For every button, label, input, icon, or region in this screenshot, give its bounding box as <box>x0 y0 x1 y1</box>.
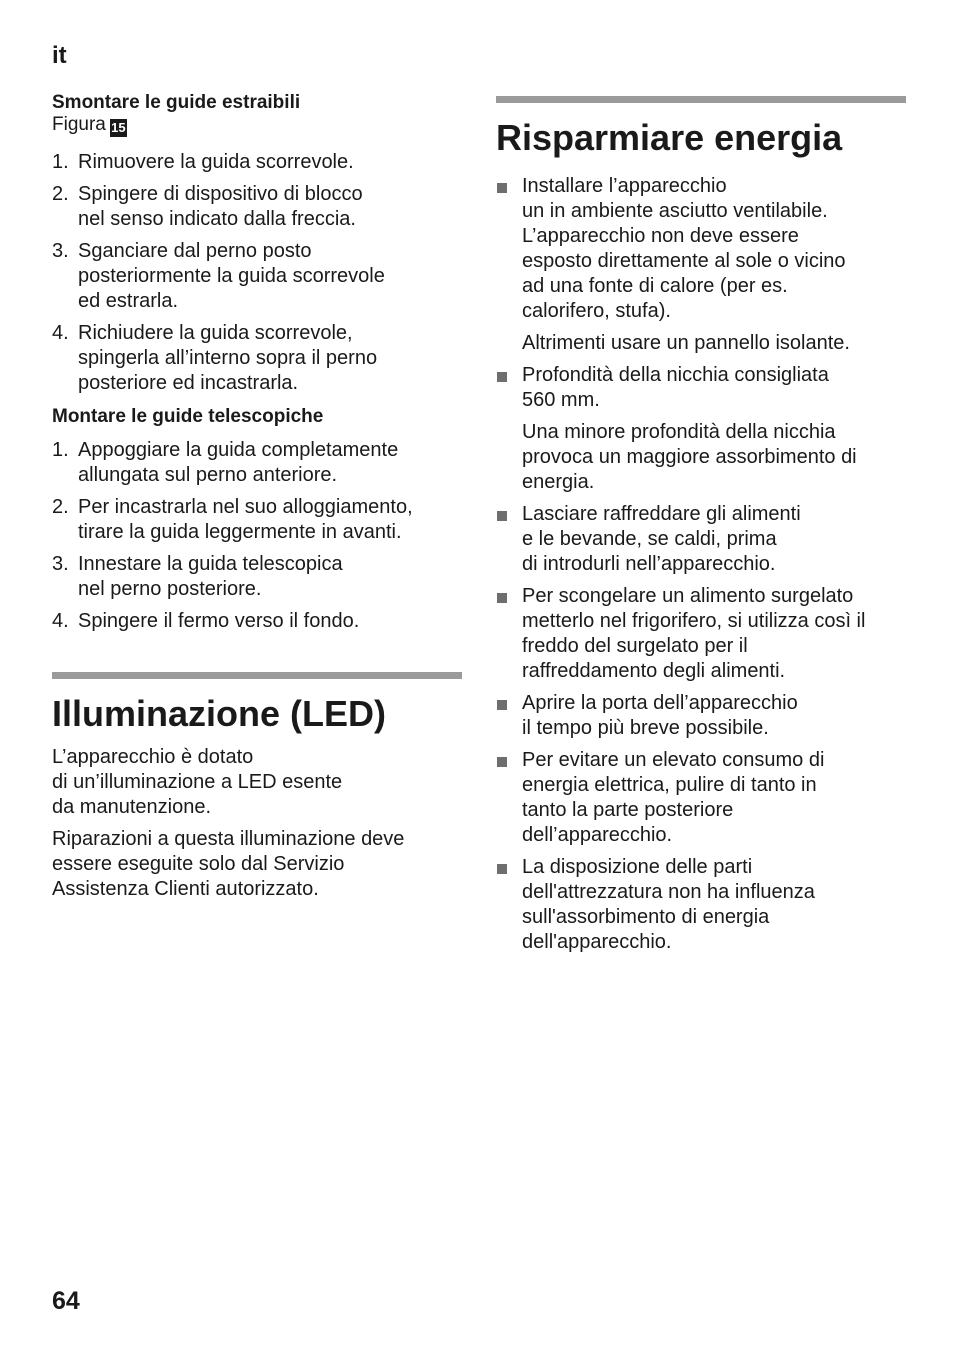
text-line: freddo del surgelato per il <box>522 635 748 657</box>
text-line: Spingere di dispositivo di blocco <box>78 183 363 205</box>
text-line: L’apparecchio non deve essere <box>522 225 799 247</box>
text-line: tanto la parte posteriore <box>522 799 734 821</box>
energy-tips-list <box>496 174 906 955</box>
bullet-note <box>522 420 906 495</box>
text-line: Assistenza Clienti autorizzato. <box>52 878 319 900</box>
step-item <box>52 182 462 232</box>
square-bullet-icon <box>497 183 507 193</box>
bullet-item <box>496 174 906 356</box>
step-number: 1. <box>52 439 69 461</box>
bullet-item <box>496 363 906 495</box>
step-item <box>52 321 462 396</box>
text-line: Aprire la porta dell’apparecchio <box>522 692 798 714</box>
text-line: tirare la guida leggermente in avanti. <box>78 521 402 543</box>
text-line: Per incastrarla nel suo alloggiamento, <box>78 496 413 518</box>
text-line: Sganciare dal perno posto <box>78 240 312 262</box>
text-line: essere eseguite solo dal Servizio <box>52 853 345 875</box>
step-number: 3. <box>52 553 69 575</box>
text-line: Installare l’apparecchio <box>522 175 727 197</box>
square-bullet-icon <box>497 372 507 382</box>
text-line: nel perno posteriore. <box>78 578 262 600</box>
square-bullet-icon <box>497 700 507 710</box>
step-number: 2. <box>52 183 69 205</box>
text-line: energia. <box>522 471 595 493</box>
bullet-item <box>496 502 906 577</box>
left-column <box>52 92 462 909</box>
text-line: posteriore ed incastrarla. <box>78 372 299 394</box>
right-column <box>496 96 906 962</box>
text-line: nel senso indicato dalla freccia. <box>78 208 356 230</box>
step-item <box>52 150 462 175</box>
text-line: esposto direttamente al sole o vicino <box>522 250 846 272</box>
step-number: 4. <box>52 322 69 344</box>
steps-remove-rails <box>52 150 462 396</box>
step-item <box>52 495 462 545</box>
text-line: di introdurli nell’apparecchio. <box>522 553 776 575</box>
section-divider-led <box>52 672 462 679</box>
text-line: allungata sul perno anteriore. <box>78 464 338 486</box>
square-bullet-icon <box>497 757 507 767</box>
text-line: da manutenzione. <box>52 796 212 818</box>
steps-mount-telescopic <box>52 438 462 634</box>
bullet-note <box>522 331 906 356</box>
step-number: 4. <box>52 610 69 632</box>
step-number: 3. <box>52 240 69 262</box>
text-line: raffreddamento degli alimenti. <box>522 660 786 682</box>
square-bullet-icon <box>497 593 507 603</box>
subsection-title-mount-telescopic: Montare le guide telescopiche <box>52 406 324 427</box>
figure-label: Figura <box>52 114 106 135</box>
text-line: Appoggiare la guida completamente <box>78 439 399 461</box>
step-number: 1. <box>52 151 69 173</box>
text-line: di un’illuminazione a LED esente <box>52 771 343 793</box>
bullet-item <box>496 584 906 684</box>
subsection-title-remove-rails: Smontare le guide estraibili <box>52 92 301 113</box>
text-line: spingerla all’interno sopra il perno <box>78 347 378 369</box>
step-item <box>52 239 462 314</box>
bullet-item <box>496 748 906 848</box>
step-item <box>52 609 462 634</box>
text-line: dell'apparecchio. <box>522 931 672 953</box>
figure-number-badge: 15 <box>111 120 126 135</box>
paragraph <box>52 745 462 820</box>
text-line: Rimuovere la guida scorrevole. <box>78 151 354 173</box>
text-line: e le bevande, se caldi, prima <box>522 528 777 550</box>
bullet-item <box>496 691 906 741</box>
language-tag: it <box>52 42 67 69</box>
text-line: metterlo nel frigorifero, si utilizza così il <box>522 610 866 632</box>
bullet-item <box>496 855 906 955</box>
text-line: Una minore profondità della nicchia <box>522 421 836 443</box>
text-line: La disposizione delle parti <box>522 856 753 878</box>
text-line: 560 mm. <box>522 389 600 411</box>
paragraph <box>52 827 462 902</box>
text-line: provoca un maggiore assorbimento di <box>522 446 857 468</box>
step-item <box>52 552 462 602</box>
text-line: energia elettrica, pulire di tanto in <box>522 774 817 796</box>
step-item <box>52 438 462 488</box>
text-line: Riparazioni a questa illuminazione deve <box>52 828 405 850</box>
text-line: Richiudere la guida scorrevole, <box>78 322 353 344</box>
text-line: sull'assorbimento di energia <box>522 906 770 928</box>
square-bullet-icon <box>497 864 507 874</box>
text-line: Lasciare raffreddare gli alimenti <box>522 503 801 525</box>
text-line: Per evitare un elevato consumo di <box>522 749 825 771</box>
led-paragraphs <box>52 745 462 902</box>
step-number: 2. <box>52 496 69 518</box>
text-line: Profondità della nicchia consigliata <box>522 364 829 386</box>
square-bullet-icon <box>497 511 507 521</box>
text-line: dell'attrezzatura non ha influenza <box>522 881 815 903</box>
heading-energy: Risparmiare energia <box>496 117 843 158</box>
page-number: 64 <box>52 1287 80 1315</box>
text-line: ed estrarla. <box>78 290 179 312</box>
text-line: dell’apparecchio. <box>522 824 673 846</box>
text-line: posteriormente la guida scorrevole <box>78 265 385 287</box>
text-line: calorifero, stufa). <box>522 300 671 322</box>
section-divider-energy <box>496 96 906 103</box>
text-line: un in ambiente asciutto ventilabile. <box>522 200 828 222</box>
text-line: ad una fonte di calore (per es. <box>522 275 788 297</box>
text-line: Spingere il fermo verso il fondo. <box>78 610 360 632</box>
text-line: L’apparecchio è dotato <box>52 746 254 768</box>
text-line: Innestare la guida telescopica <box>78 553 343 575</box>
text-line: Per scongelare un alimento surgelato <box>522 585 854 607</box>
text-line: il tempo più breve possibile. <box>522 717 769 739</box>
heading-led: Illuminazione (LED) <box>52 693 387 734</box>
figure-reference <box>52 114 462 137</box>
text-line: Altrimenti usare un pannello isolante. <box>522 332 850 354</box>
